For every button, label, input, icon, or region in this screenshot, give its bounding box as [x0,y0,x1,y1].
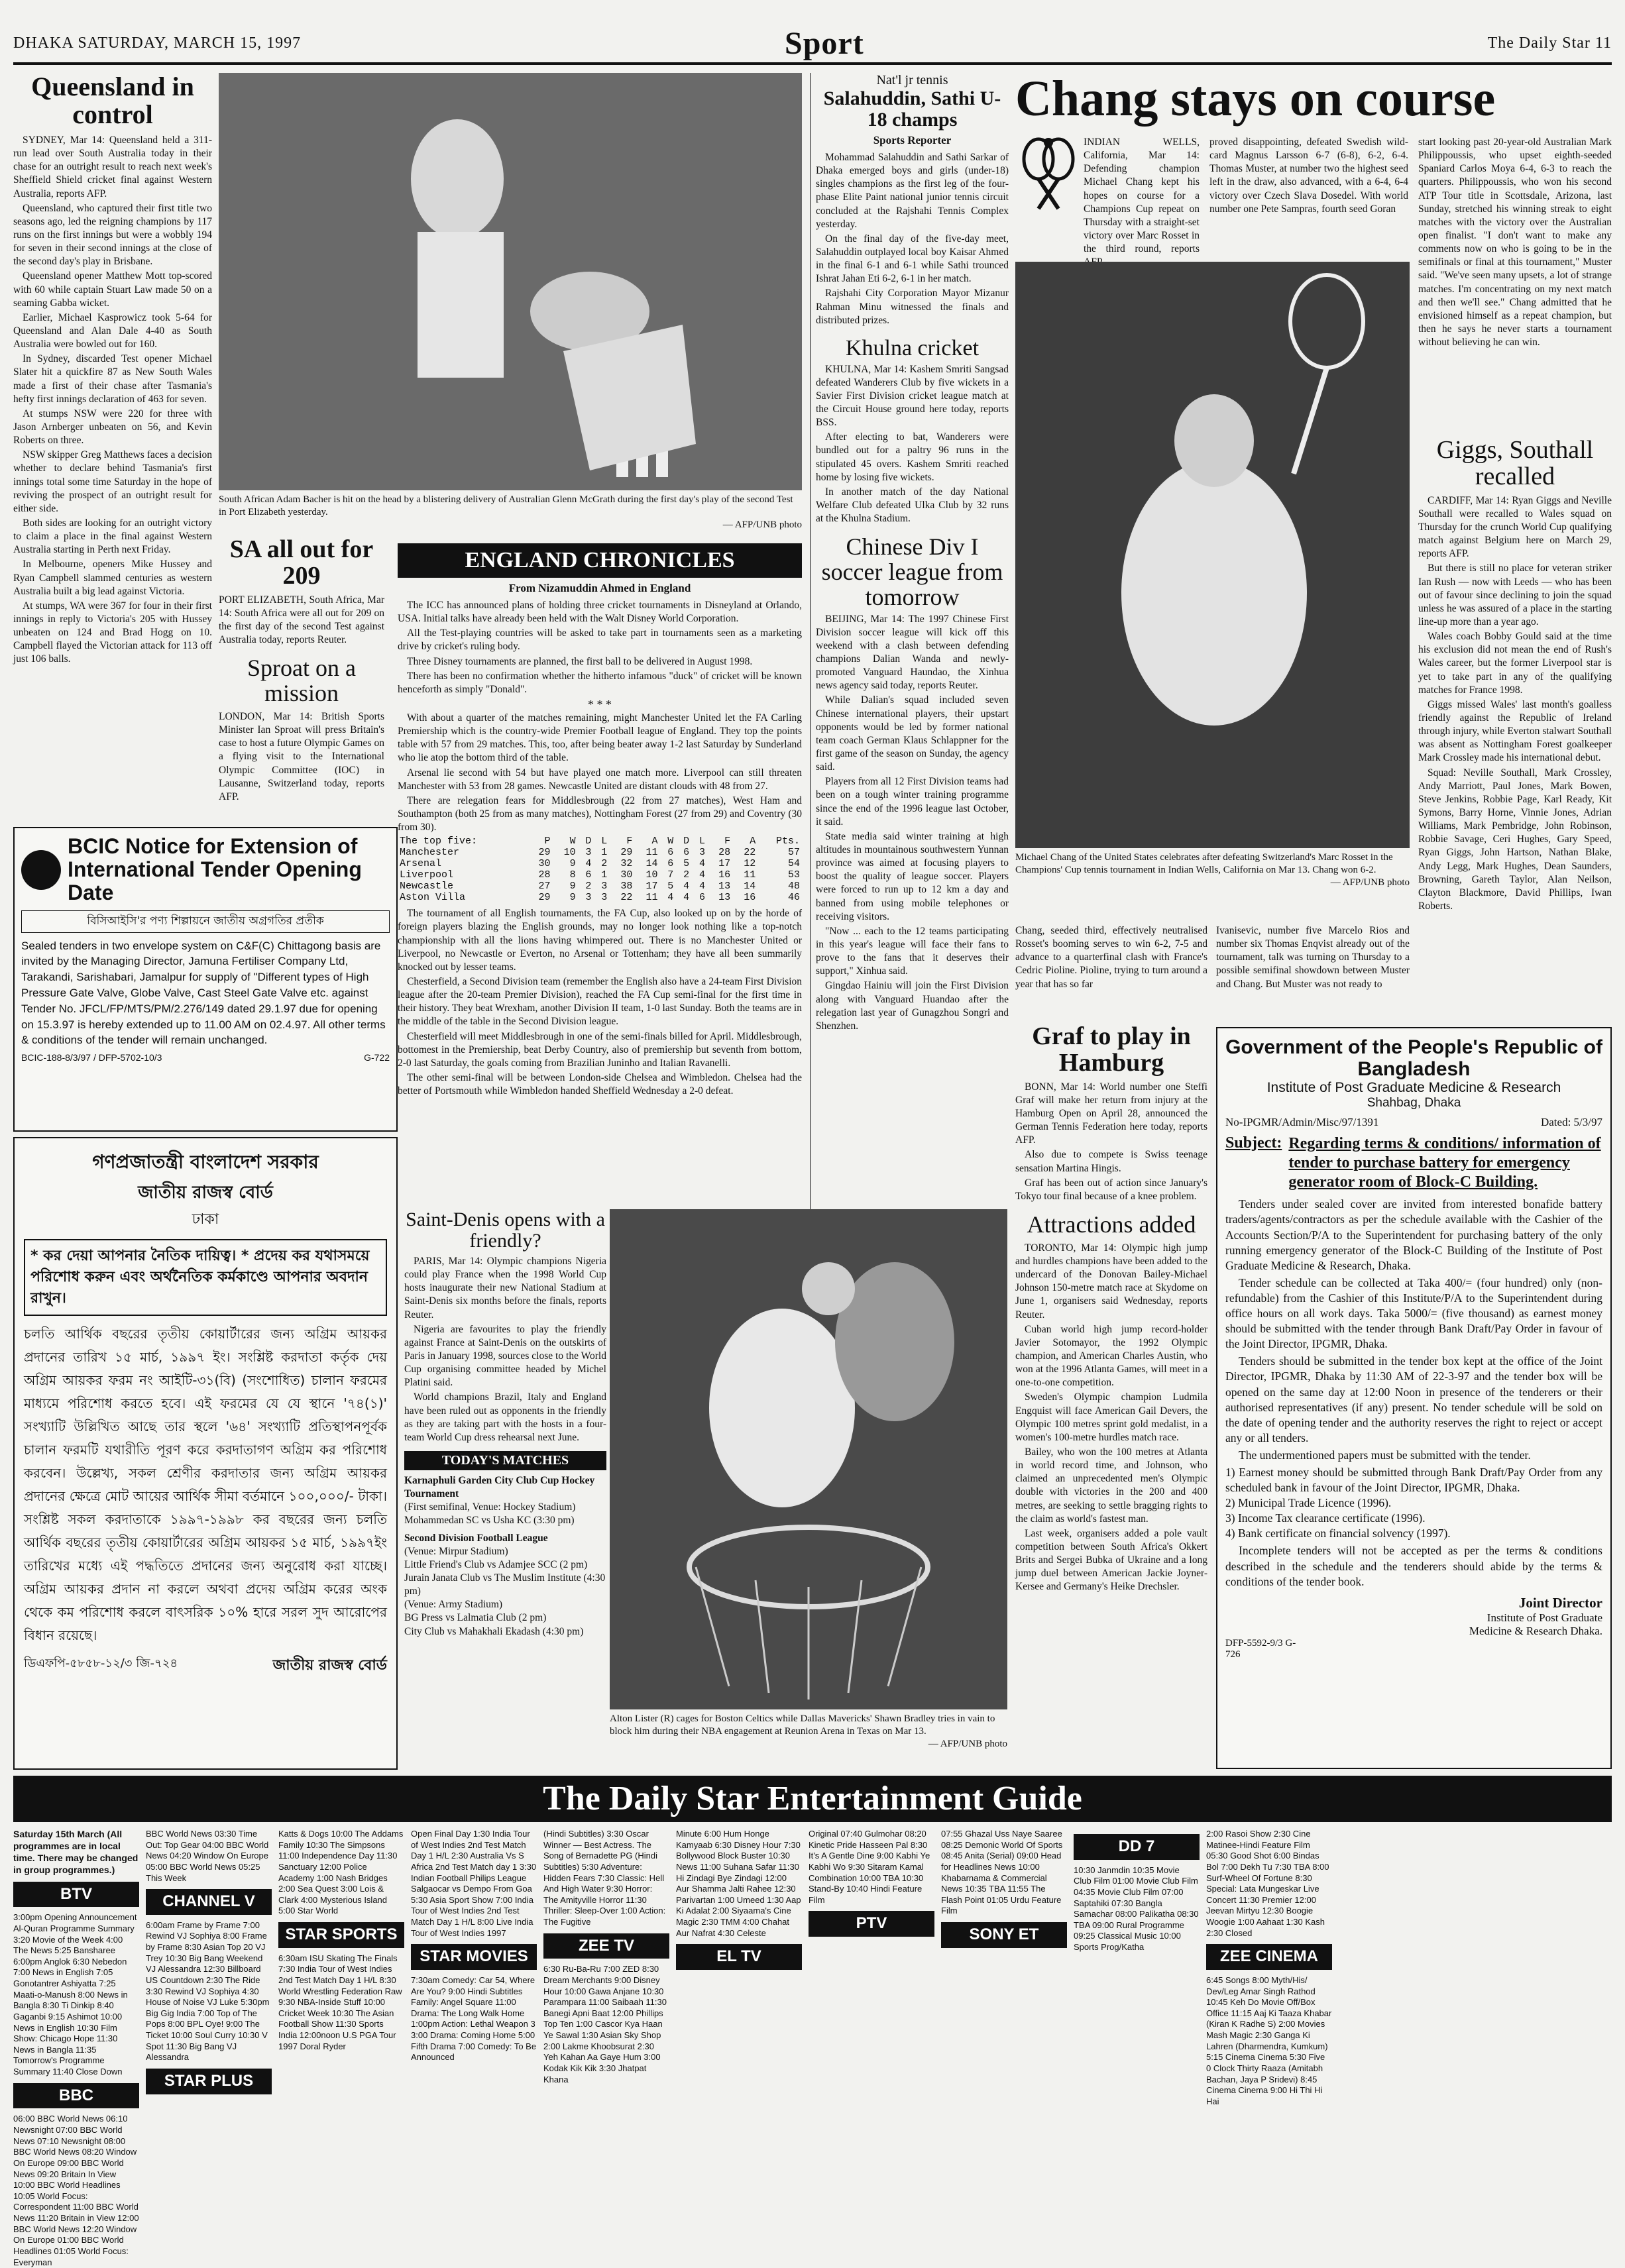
cricket-photo-credit: — AFP/UNB photo [722,519,802,530]
table-row: Newcastle 27 9 2 3 38 17 5 4 4 13 14 48 [400,881,800,892]
tv-guide-col-9: DD 7 10:30 Janmdin 10:35 Movie Club Film 01:00 Movie Club Film 04:35 Movie Club Film 07:00 Saptahiki 07:30 Bangla Samachar 08:00 Palikatha 08:30 TBA 09:00 Rural Programme 09:25 Classical Music 10:00 Sports Prog/Katha [1074,1829,1200,2210]
sa-all-out-headline: SA all out for 209 [229,535,374,590]
nat-jr-body: Mohammad Salahuddin and Sathi Sarkar of Dhaka emerged boys and girls (under-18) singles champions as the first leg of the four-phase Elite Paint national junior tennis circuit concluded at the Rajshahi Tennis Complex yesterday. On the final day of the five-day meet, Salahuddin outplayed local boy Kaisar Ahmed in the final 6-1 and 6-1 while Sathi trounced Ishrat Jahan Eti 6-2, 6-1 in her match. Rajshahi City Corporation Mayor Mizanur Rahman Minu witnessed the finals and distributed prizes. [816,152,1009,326]
ipgmr-signatory: Joint Director [1518,1594,1602,1611]
nbr-highlight-box: * কর দেয়া আপনার নৈতিক দায়িত্ব। * প্রদেয় কর যথাসময়ে পরিশোধ করুন এবং অর্থনৈতিক কর্মকাণ্ডে আপনার অবদান রাখুন। [24,1239,387,1316]
tv-guide-col-2: BBC World News 03:30 Time Out: Top Gear 04:00 BBC World News 04:20 Window On Europe 05:00 BBC World News 05:25 This Week CHANNEL V 6:00am Frame by Frame 7:00 Rewind VJ Sophiya 8:00 Frame by Frame 8:30 Asian Top 20 VJ Trey 10:30 Big Bang Weekend VJ Alessandra 12:30 Billboard US Countdown 2:30 The Ride 3:30 Rewind VJ Sophiya 4:30 House of Noise VJ Luke 5:30pm Big Gig India 7:00 Top of The Pops 8:00 BPL Oye! 9:00 The Ticket 10:00 Soul Curry 10:30 V Spot 11:30 Big Bang VJ Alessandra STAR PLUS [146,1829,272,2210]
tv-guide-grid [13,1829,1612,2267]
nat-jr-byline: Sports Reporter [873,134,952,146]
table-row: Manchester 29 10 3 1 29 11 6 6 3 28 22 57 [400,847,800,859]
ipgmr-signatory-org: Institute of Post Graduate Medicine & Research Dhaka. [1469,1611,1602,1637]
todays-matches-body: Karnaphuli Garden City Club Cup Hockey Tournament (First semifinal, Venue: Hockey Stadium) Mohammedan SC vs Usha KC (3:30 pm) Second Division Football League (Venue: Mirpur Stadium) Little Friend's Club vs Adamjee SCC (2 pm) Jurain Janata Club vs The Muslim Institute (4:30 pm) (Venue: Army Stadium) BG Press vs Lalmatia Club (2 pm) City Club vs Mahakhali Ekadash (4:30 pm) [404,1474,606,1637]
channel-btv: BTV [13,1882,139,1908]
tv-guide-col-7: Original 07:40 Gulmohar 08:20 Kinetic Pride Hasseen Pal 8:30 It's A Gentle Dine 9:00 Kabhi Ye Kabhi Wo 9:30 Sitaram Kamal Combination 10:00 TBA 10:30 Stand-By 10:40 Hindi Feature Film PTV [809,1829,934,2210]
tv-guide-col-5: (Hindi Subtitles) 3:30 Oscar Winner — Best Actress. The Song of Bernadette PG (Hindi Subtitles) 5:30 Adventure: Hidden Fears 7:30 Classic: Hell And High Water 9:30 Horror: The Amityville Horror 11:30 Thriller: Sleep-Over 1:00 Action: The Fugitive ZEE TV 6:30 Ru-Ba-Ru 7:00 ZED 8:30 Dream Merchants 9:00 Disney Hour 10:00 Gawa Anjane 10:30 Parampara 11:00 Saibaah 11:30 Banegi Apni Baat 12:00 Phillips Top Ten 1:00 Cascor Kya Haan Ye Sawal 1:30 Asian Sky Shop 2:00 Lakme Khoobsurat 2:30 Yeh Kahan Aa Gaye Hum 3:00 Kodak Kik Kik 3:30 Jhatpat Khana [543,1829,669,2210]
section-title: Sport [775,25,873,62]
tv-guide-intro: Saturday 15th March (All programmes are in local time. There may be changed in group programmes.) [13,1829,139,1875]
chang-body-2: proved disappointing, defeated Swedish wild-card Magnus Larsson 6-7 (6-8), 6-2, 6-4. Thomas Muster, at number two the highest seed left in the draw, also advanced, with a 6-4, 6-4 victory over Czech Slava Dosedel. With world number one Pete Sampras, fourth seed Goran [1209,136,1408,215]
cricket-photo-caption: South African Adam Bacher is hit on the head by a blistering delivery of Australian Glenn McGrath during the first day's play of the second Test in Port Elizabeth yesterday. — AFP/UNB photo [219,494,802,530]
england-body-2: With about a quarter of the matches remaining, might Manchester United let the FA Carling Premiership which is the country-wide Premier Football league of England. They top the points table with 57 from 29 matches. This, too, after being beater away 1-2 last Saturday by Sunderland who lie atop the bottom third of the table. Arsenal lie second with 54 but have played one match more. Liverpool can still threaten Manchester with 53 from 28 games. Newcastle United are distant clouds with 48 from 27. There are relegation fears for Middlesbrough (22 from 27 matches), West Ham and Southampton (both 25 from as many matches), Nottingham Forest (27 from 29) and Coventry (30 from 30). [398,712,802,834]
chang-photo-credit: — AFP/UNB photo [1330,877,1410,888]
channel-zee-tv: ZEE TV [543,1933,669,1959]
tv-guide-col-10: 2:00 Rasoi Show 2:30 Cine Matinee-Hindi Feature Film 05:30 Good Shot 6:00 Bindas Bol 7:00 Dekh Tu 7:30 TBA 8:00 Surf-Wheel Of Fortune 8:30 Special: Lata Mungeskar Live Concert 11:30 Premier 12:00 Jeevan Mirtyu 12:30 Boogie Woogie 1:00 Aahaat 1:30 Kash 2:30 Closed ZEE CINEMA 6:45 Songs 8:00 Myth/His/ Dev/Leg Amar Singh Rathod 10:45 Keh Do Movie Off/Box Office 11:15 Aaj Ki Taaza Khabar (Kiran K Radhe S) 2:00 Movies Mash Magic 2:30 Ganga Ki Lahren (Dharmendra, Kumkum) 5:15 Cinema Cinema 5:30 Five 0 Clock Thirty Raaza (Amitabh Bachan, Jaya P Sridevi) 8:45 Cinema Cinema 9:00 Hi Thi Hi Hai [1206,1829,1332,2106]
basketball-credit: — AFP/UNB photo [928,1738,1007,1749]
nbr-footer-sign: জাতীয় রাজস্ব বোর্ড [272,1656,387,1674]
channel-zee-cinema: ZEE CINEMA [1206,1944,1332,1970]
channel-channel-v: CHANNEL V [146,1889,272,1915]
queensland-headline: Queensland in control [31,72,194,129]
queensland-article [13,73,212,822]
tv-guide-col-1: Saturday 15th March (All programmes are in local time. There may be changed in group programmes.) BTV 3:00pm Opening Announcement Al-Quran Programme Summary 3:20 Movie of the Week 4:00 The News 5:25 Bansharee 6:00pm Anglok 6:30 Nebedon 7:00 News in English 7:05 Gonotantrer Ashiyatta 7:25 Maati-o-Manush 8:00 News in Bangla 8:30 Ti Dinkip 8:40 Gaganbi 9:15 Ashimot 10:00 News in English 10:30 Film Show: Chicago Hope 11:30 News in Bangla 11:35 Tomorrow's Programme Summary 11:40 Close Down BBC 06:00 BBC World News 06:10 Newsnight 07:00 BBC World News 07:10 Newsnight 08:00 BBC World News 08:20 Window On Europe 09:00 BBC World News 09:20 Britain In View 10:00 BBC World Headlines 10:05 World Focus: Correspondent 11:00 BBC World News 11:20 Britain in View 12:00 BBC World News 12:20 Window On Europe 01:00 BBC World Headlines 01:05 World Focus: Everyman [13,1829,139,2267]
chang-body-4: Chang, seeded third, effectively neutralised Rosset's booming serves to win 6-2, 7-5 and advance to a quarterfinal clash with France's Cedric Pioline. Pioline, trying to turn around a year that has so far [1015,925,1207,990]
nbr-title-board: জাতীয় রাজস্ব বোর্ড [138,1183,273,1203]
bcic-body: Sealed tenders in two envelope system on C&F(C) Chittagong basis are invited by the Managing Director, Jamuna Fertiliser Company Ltd, Tarakandi, Sarishabari, Jamalpur for supply of "Different types of High Pressure Gate Valve, Globe Valve, Cast Steel Gate Valve etc. against Tender No. JFCL/FP/MTS/PM/2.276/149 dated 29.1.97 due for opening on 15.3.97 is hereby extended up to 11.00 AM on 02.4.97. All other terms & conditions of the tender will remain unchanged. [21,939,386,1047]
chang-headline-wrap [1015,73,1612,126]
attractions-body: TORONTO, Mar 14: Olympic high jump and hurdles champions have been added to the undercard of the Donovan Bailey-Michael Johnson 150-metre match race at Skydome on June 1, organisers said Wednesday, reports Reuter. Cuban world high jump record-holder Javier Sotomayor, the 1992 Olympic champion, and American Charles Austin, who won at the 1996 Atlanta Games, will meet in a one-to-one competition. Sweden's Olympic champion Ludmila Engquist will face American Gail Devers, the Olympic 100 metres sprint gold medalist, in a women's 100-metre hurdles match race. Bailey, who won the 100 metres at Atlanta in world record time, and Johnson, who claimed an unprecedented men's Olympic double with victories in the 200 and 400 metres, are seeking to settle bragging rights to the claim as world's fastest man. Last week, organisers added a pole vault competition between South Africa's Okkert Brits and Sergei Bubka of Ukraine and a long jump duel between American Jackie Joyner-Kersee and Germany's Heike Drechsler. [1015,1242,1207,1593]
ipgmr-subject: Regarding terms & conditions/ information of tender to purchase battery for emergency generator room of Block-C Building. [1288,1135,1601,1191]
ipgmr-address: Shahbag, Dhaka [1367,1096,1461,1110]
chang-body-3: start looking past 20-year-old Australian Mark Philippoussis, who upset eighth-seeded Spaniard Carlos Moya 6-4, 6-3 to reach the quarters. Philippoussis, who won his second ATP Tour title in Scottsdale, Arizona, last Sunday, stretched his winning streak to eight matches with the victory over the Australian open finalist. "I don't want to make any comments now on who is going to be in the semifinals or final at this tournament," Muster said. "We've seen many upsets, a lot of strange matches. I'm concentrating on my next match and then we'll see." Chang admitted that he envisioned himself as a repeat champion, but then he says he never starts a tournament without believing he can win. [1418,136,1612,349]
ipgmr-ref-no: No-IPGMR/Admin/Misc/97/1391 [1225,1116,1379,1128]
sproat-body: LONDON, Mar 14: British Sports Minister Ian Sproat will press Britain's case to host a future Olympic Games on a flying visit to the International Olympic Committee (IOC) in Lausanne, Switzerland today, reports AFP. [219,710,384,802]
ipgmr-govt-title: Government of the People's Republic of Bangladesh [1225,1036,1602,1080]
table-row: Liverpool 28 8 6 1 30 10 7 2 4 16 11 53 [400,869,800,881]
chinese-league-body: BEIJING, Mar 14: The 1997 Chinese First Division soccer league will kick off this weekend with a clash between defending champions Dalian Wanda and newly-promoted Vanguard Haundao, the Xinhua news agency said today, reports Reuter. While Dalian's squad included seven Chinese international players, their upstart opponents would be led by former national team coach German Klaus Schlappner for the first game of the season on Sunday, the agency said. Players from all 12 First Division teams had been on a tough winter training programme since the end of the 1996 league last October, it said. State media said winter training at high altitudes in mountainous southwestern Yunnan province was aimed at focusing players to boost the quality of league soccer. Players were forced to run up to 12 km a day and banned from using mobile telephones or receiving visitors. "Now ... each to the 12 teams participating in this year's league will face their fans to prove to the fans that it deserves their support," Xinhua said. Gingdao Hainiu will join the First Division along with Vanguard Huandao after the relegation last year of Gunagzhou Songri and Shenzhen. [816,613,1009,1032]
giggs-article [1418,437,1612,1020]
graf-attractions-column [1015,1024,1207,1769]
khulna-headline: Khulna cricket [845,335,980,360]
ipgmr-date: Dated: 5/3/97 [1540,1116,1602,1128]
cricket-photo-image [219,73,802,490]
ipgmr-footer: DFP-5592-9/3 G-726 [1225,1637,1296,1660]
bcic-title: BCIC Notice for Extension of International Tender Opening Date [68,834,362,905]
nat-jr-kicker: Nat'l jr tennis [876,73,948,87]
channel-star-plus: STAR PLUS [146,2069,272,2094]
cricket-photo [219,73,802,490]
sa-sproat-column [219,537,384,815]
england-chronicles-title: ENGLAND CHRONICLES [398,543,802,578]
premiership-table [398,836,802,903]
nbr-tax-notice [13,1137,398,1770]
masthead-paper-name: The Daily Star 11 [1487,34,1612,52]
giggs-body: CARDIFF, Mar 14: Ryan Giggs and Neville Southall were recalled to Wales squad on Thursday for the crunch World Cup qualifying match against Belgium here on March 29, reports AFP. But there is still no place for veteran striker Ian Rush — now with Leeds — who has been out of favour since declining to join the squad unless he was assured of a place in the starting line-up more than a year ago. Wales coach Bobby Gould said at the time his exclusion did not mean the end of Rush's Wales career, but the former Liverpool star is yet to take part in any of the qualifying matches for France 1998. Giggs missed Wales' last month's goalless friendly against the Republic of Ireland through injury, while Everton stalwart Southall was absent as Nottingham Forest goalkeeper Mark Crossley made his international debut. Squad: Neville Southall, Mark Crossley, Andy Marriott, Paul Jones, Mark Bowen, Steve Jenkins, Robbie Page, Karl Ready, Kit Symons, Barry Horne, Vinnie Jones, Adrian Williams, Mark Pembridge, John Robinson, Robbie Savage, Ceri Hughes, Gary Speed, Ryan Giggs, John Hartson, Nathan Blake, Andy Legg, Mark Hughes, Dean Saunders, Browning, Gareth Taylor, Alan Neilson, Clayton Blackmore, David Phillips, Iwan Roberts. [1418,494,1612,912]
tv-guide-col-8: 07:55 Ghazal Uss Naye Saaree 08:25 Demonic World Of Sports 08:45 Anita (Serial) 09:00 Head for Headlines News 10:00 Khabarnama & Commercial News 10:35 TBA 11:55 The Flash Point 01:05 Urdu Feature Film SONY ET [941,1829,1067,2210]
nbr-title-city: ঢাকা [192,1211,219,1228]
channel-star-sports: STAR SPORTS [278,1922,404,1948]
channel-star-movies: STAR MOVIES [411,1944,537,1970]
table-header-row: The top five: P W D L F A W D L F A Pts. [400,836,800,847]
bcic-footer-ref: BCIC-188-8/3/97 / DFP-5702-10/3 [21,1052,162,1063]
ipgmr-institute: Institute of Post Graduate Medicine & Research [1266,1080,1561,1095]
bcic-footer-code: G-722 [364,1052,390,1063]
tennis-rackets-icon [1015,136,1082,215]
chang-body-1: INDIAN WELLS, California, Mar 14: Defending champion Michael Chang kept his hopes on course for a Champions Cup repeat on Thursday with a straight-set victory over Marc Rosset in the third round, reports [1084,136,1200,255]
england-byline: From Nizamuddin Ahmed in England [508,582,691,594]
graf-body: BONN, Mar 14: World number one Steffi Graf will make her return from injury at the Hamburg Open on April 28, announced the German Tennis Federation here today, reports AFP. Also due to compete is Swiss teenage sensation Martina Hingis. Graf has been out of action since January's Tokyo tour final because of a knee problem. [1015,1081,1207,1202]
todays-matches-title: TODAY'S MATCHES [404,1451,606,1470]
england-body-3: The tournament of all English tournaments, the FA Cup, also looked up on by the horde of foreign players blazing the English grounds, may no longer look nothing like a top-notch championship with all the lions having whimpered out. There is no Manchester United or Liverpool, no Newcastle or Everton, no Arsenal or Tottenham; they have all been summarily knocked out by lesser teams. Chesterfield, a Second Division team (remember the English also have a 24-team First Division league after the 20-team Premier Division), reached the FA Cup semi-final for the first time in their history. They beat Wrexham, another Division II team, 1-0 last Sunday. Both the teams are in the middle of the table in the Second Division league. Chesterfield will meet Middlesbrough in one of the semi-finals billed for April. Middlesbrough, bottomest in the Premiership, beat Derby Country, also of premiership but seventh from bottom, 2-0 last Saturday, the goals coming from Brazilian Juninho and Italian Ravanelli. The other semi-final will be between London-side Chelsea and Wimbledon. Chelsea had the better of Portsmouth while Wimbledon handed Sheffield Wednesday a 2-0 defeat. [398,908,802,1097]
channel-el-tv: EL TV [676,1944,802,1970]
sa-all-out-body: PORT ELIZABETH, South Africa, Mar 14: South Africa were all out for 209 on the first day of the second Test against Australia today, reports Reuter. [219,594,384,646]
bcic-logo-icon [21,850,61,890]
entertainment-guide-banner [13,1776,1612,1822]
saint-denis-headline: Saint-Denis opens with a friendly? [406,1209,605,1252]
channel-sony-et: SONY ET [941,1922,1067,1948]
basketball-photo-image [610,1209,1007,1709]
ipgmr-subject-label: Subject: [1225,1134,1282,1152]
tv-guide-col-3: Katts & Dogs 10:00 The Addams Family 10:30 The Simpsons 11:00 Independence Day 11:30 Sanctuary 12:00 Police Academy 1:00 Nash Bridges 2:00 Sea Quest 3:00 Lois & Clark 4:00 Mysterious Island 5:00 Star World STAR SPORTS 6:30am ISU Skating The Finals 7:30 India Tour of West Indies 2nd Test Match Day 1 H/L 8:30 World Wrestling Federation Raw 9:30 NBA-Inside Stuff 10:00 Cricket Week 10:30 The Asian Football Show 11:30 Sports India 12:00noon U.S PGA Tour 1997 Doral Ryder [278,1829,404,2051]
masthead [13,25,1612,65]
chinese-league-headline: Chinese Div I soccer league from tomorrow [821,533,1003,610]
attractions-headline: Attractions added [1027,1211,1196,1238]
nbr-footer-ref: ডিএফপি-৫৮৫৮-১২/৩ জি-৭২৪ [24,1656,178,1670]
table-row: Aston Villa 29 9 3 3 22 11 4 4 6 13 16 46 [400,892,800,904]
channel-dd7: DD 7 [1074,1834,1200,1860]
bcic-bengali-tagline: বিসিআইসি'র পণ্য শিল্পায়নে জাতীয় অগ্রগতির প্রতীক [21,910,390,933]
basketball-photo [610,1209,1007,1709]
chang-headline: Chang stays on course [1015,71,1496,127]
table-row: Arsenal 30 9 4 2 32 14 6 5 4 17 12 54 [400,858,800,870]
entertainment-guide-title: The Daily Star Entertainment Guide [543,1780,1082,1817]
graf-headline: Graf to play in Hamburg [1032,1022,1191,1077]
khulna-body: KHULNA, Mar 14: Kashem Smriti Sangsad defeated Wanderers Club by five wickets in a Savier First Division cricket league match at the Circuit House ground here today, reports BSS. After electing to bat, Wanderers were bundled out for a paltry 96 runs in the stipulated 45 overs. Kashem Smriti reached home by losing five wickets. In another match of the day National Welfare Club defeated Ulka Club by 32 runs at the Khulna Stadium. [816,363,1009,525]
england-body-1: The ICC has announced plans of holding three cricket tournaments in Disneyland at Orlando, USA. Initial talks have already been held with the Walt Disney World Corporation. All the Test-playing countries will be asked to take part in tournaments seen as a marketing drive by cricket's ruling body. Three Disney tournaments are planned, the first ball to be delivered in August 1998. There has been no confirmation whether the hitherto infamous "duck" of cricket will be known henceforth as simply "Donald". [398,600,802,695]
chang-body-5: Ivanisevic, number five Marcelo Rios and number six Thomas Enqvist already out of the tournament, talk was turning on Thursday to a possible semifinal showdown between Muster and Chang. But Muster was not ready to [1216,925,1410,990]
channel-bbc: BBC [13,2083,139,2109]
england-chronicles: ENGLAND CHRONICLES From Nizamuddin Ahmed in England The ICC has announced plans of holding three cricket tournaments in Disneyland at Orlando, USA. Initial talks have already been held with the Walt Disney World Corporation. All the Test-playing countries will be asked to take part in tournaments seen as a marketing drive by cricket's ruling body. Three Disney tournaments are planned, the first ball to be delivered in August 1998. There has been no confirmation whether the hitherto infamous "duck" of cricket will be known henceforth as simply "Donald". * * * With about a quarter of the matches remaining, might Manchester United let the FA Carling Premiership which is the country-wide Premier Football league of England. They top the points table with 57 from 29 matches. This, too, after being beater away 1-2 last Saturday by Sunderland who lie atop the bottom third of the table. Arsenal lie second with 54 but have played one match more. Liverpool can still threaten Manchester with 53 from 28 games. Newcastle United are distant clouds with 48 from 27. There are relegation fears for Middlesbrough (22 from 27 matches), West Ham and Southampton (both 25 from as many matches), Nottingham Forest (27 from 29) and Coventry (30 from 30). The top five: P W D L F A W D L F A Pts. Manchester 29 10 3 1 29 11 6 6 3 28 22 57 Arsenal 30 9 4 2 32 14 6 5 4 17 12 54 Liverpool 28 8 6 1 30 10 7 2 4 16 11 53 Newcastle 27 9 2 3 38 17 5 4 4 13 14 48 Aston Villa 29 9 3 3 22 11 4 4 6 13 16 46 The tournament of all English tournaments, the FA Cup, also looked up on by the horde of foreign players blazing the English grounds, may no longer look nothing like a top-notch championship with all the lions having whimpered out. There is no Manchester United or Liverpool, no Newcastle or Everton, no Arsenal or Tottenham; they have all been summarily knocked out by lesser teams. Chesterfield, a Second Division team (remember the English also have a 24-team First Division league after the 20-team Premier Division), reached the FA Cup semi-final for the first time in their history. They beat Wrexham, another Division II team, 1-0 last Sunday. Both the teams are in the middle of the table in the Second Division league. Chesterfield will meet Middlesbrough in one of the semi-finals billed for April. Middlesbrough, bottomest in the Premiership, beat Derby Country, also of premiership but seventh from bottom, 2-0 last Saturday, the goals coming from Brazilian Juninho and Italian Ravanelli. The other semi-final will be between London-side Chelsea and Wimbledon. Chelsea had the better of Portsmouth while Wimbledon handed Sheffield Wednesday a 2-0 defeat. [398,543,802,1206]
sproat-headline: Sproat on a mission [247,655,356,707]
saint-denis-body: PARIS, Mar 14: Olympic champions Nigeria could play France when the 1998 World Cup hosts inaugurate their new National Stadium at Saint-Denis six months before the finals, reports Reuter. Nigeria are favourites to play the friendly against France at Saint-Denis on the outskirts of Paris in January 1998, sources close to the World Cup organising committee headed by Michel Platini said. World champions Brazil, Italy and England have been ruled out as opponents in the friendly as they are taking part with the hosts in a four-team World Cup dress rehearsal next June. [404,1256,606,1443]
chang-photo-image [1015,262,1410,848]
masthead-date: DHAKA SATURDAY, MARCH 15, 1997 [13,34,302,52]
tv-guide-col-6: Minute 6:00 Hum Honge Kamyaab 6:30 Disney Hour 7:30 Bollywood Block Buster 10:30 News 11:00 Suhana Safar 11:30 Hi Zindagi Bye Zindagi 12:00 Aur Shamma Jalti Rahee 12:30 Parivartan 1:00 Umeed 1:30 Aap Ki Adalat 2:00 Siyaama's Cine Magic 2:30 TMM 4:00 Chahat Aur Nafrat 4:30 Celeste EL TV [676,1829,802,2210]
tennis-icon [1015,136,1082,215]
ipgmr-tender-notice [1216,1027,1612,1769]
channel-ptv: PTV [809,1911,934,1937]
bcic-tender-notice [13,827,398,1132]
saint-denis-column [404,1209,606,1769]
nat-jr-headline: Salahuddin, Sathi U-18 champs [823,87,1001,131]
nbr-title-govt: গণপ্রজাতন্ত্রী বাংলাদেশ সরকার [92,1151,319,1173]
ipgmr-body: Tenders under sealed cover are invited from interested bonafide battery traders/agents/contractors as per the schedule available with the Cashier of the Accounts Section/P/A to the Superintendent for purchasing battery of the only running emergency generator of the Block-C Building of the Institute of Post Graduate Medicine & Research, Dhaka. Tender schedule can be collected at Taka 400/= (four hundred) only (non-refundable) from the Cashier of this Institute/P/A to the Superintendent during office hours on all work days. Taka 5000/= (five thousand) as earnest money should be submitted with the tender through Bank Draft/Pay Order in favour of the Joint Director, IPGMR, Dhaka. Tenders should be submitted in the tender box kept at the office of the Joint Director, IPGMR, Dhaka by 11:30 AM of 22-3-97 and the tender box will be opened on the same day at 12:00 Noon in presence of the tenderers or their authorised representatives (if any) present. No tender schedule will be sold on the date of opening tender and the authority reserves the right to reject or accept any or all tenders. The undermentioned papers must be submitted with the tender. 1) Earnest money should be submitted through Bank Draft/Pay Order from any scheduled bank in favour of the Joint Director, IPGMR, Dhaka. 2) Municipal Trade Licence (1996). 3) Income Tax clearance certificate (1996). 4) Bank certificate on financial solvency (1997). Incomplete tenders will not be accepted as per the terms & conditions described in the schedule and the tenderers should abide by the terms & conditions of the tender book. [1225,1197,1602,1588]
queensland-body: SYDNEY, Mar 14: Queensland held a 311-run lead over South Australia today in their chase for an outright result to reach next week's Sheffield Shield cricket final against Western Australia, reports AFP. Queensland, who captured their first title two seasons ago, led the reigning champions by 117 runs on the first innings but were a wobbly 194 for seven in their second innings at the close of the second day's play in Brisbane. Queensland opener Matthew Mott top-scored with 60 while captain Stuart Law made 50 on a seaming Gabba wicket. Earlier, Michael Kasprowicz took 5-64 for Queensland and Alan Dale 4-40 as South Australia were bowled out for 160. In Sydney, discarded Test opener Michael Slater hit a quickfire 87 as New South Wales made a first of their chase after Tasmania's hefty first innings declaration of 463 for seven. At stumps NSW were 220 for three with Jason Arnberger unbeaten on 56, and Kevin Roberts on three. NSW skipper Greg Matthews faces a decision whether to declare behind Tasmania's first innings total some time Saturday in the hope of reviving the prospect of an outright result for either side. Both sides are looking for an outright victory to claim a place in the final against Western Australia starting in Perth next Friday. In Melbourne, openers Mike Hussey and Ryan Campbell slammed centuries as western Australia built a big lead against Victoria. At stumps, WA were 367 for four in their first innings in reply to Victoria's 205 with Hussey unbeaten on 124 and Brad Hogg on 10. Campbell flayed the Victorian attack for 113 off just 106 balls. [13,135,212,665]
chang-photo-caption: Michael Chang of the United States celebrates after defeating Switzerland's Marc Rosset in the Champions' Cup tennis tournament in Indian Wells, California on Mar 13. Chang won 6-2. — AFP/UNB photo [1015,852,1410,888]
giggs-headline: Giggs, Southall recalled [1436,436,1594,490]
chang-photo [1015,262,1410,848]
nbr-body: চলতি আর্থিক বছরের তৃতীয় কোয়ার্টারের জন্য অগ্রিম আয়কর প্রদানের তারিখ ১৫ মার্চ, ১৯৯৭ ইং। সংশ্লিষ্ট করদাতা কর্তৃক দেয় অগ্রিম আয়কর ফরম নং আইটি-৩১(বি) (সংশোধিত) চালান ফরমের মাধ্যমে পরিশোধ করতে হবে। এই ফরমের যে যে স্থানে '৭৪(১)' সংখ্যাটি উল্লিখিত আছে তার স্থলে '৬৪' সংখ্যাটি প্রতিস্থাপনপূর্বক চালান ফরমটি যথারীতি পূরণ করে করদাতাগণ অগ্রিম কর পরিশোধ করবেন। উল্লেখ্য, সকল শ্রেণীর করদাতার জন্য অগ্রিম আয়কর প্রদানের ক্ষেত্রে মোট আয়ের আর্থিক সীমা বর্তমানে ১০০,০০০/- টাকা। সংশ্লিষ্ট সকল করদাতাকে ১৯৯৭-১৯৯৮ কর বছরের জন্য চলতি আর্থিক বছরের তৃতীয় কোয়ার্টারের অগ্রিম আয়কর ১৫ মার্চ, ১৯৯৭ইং তারিখের মধ্যে এই পদ্ধতিতে প্রদানের জন্য অনুরোধ করা যাচ্ছে। অগ্রিম আয়কর প্রদান না করলে অথবা প্রদেয় অগ্রিম করের অংক থেকে কম পরিশোধ করলে বাৎসরিক ১০% হারে সরল সুদ আরোপের বিধান রয়েছে। [24,1325,387,1643]
basketball-caption: Alton Lister (R) cages for Boston Celtics while Dallas Mavericks' Shawn Bradley tries in vain to block him during their NBA engagement at Reunion Arena in Texas on Mar 13. — AFP/UNB photo [610,1713,1007,1749]
tv-guide-col-4: Open Final Day 1:30 India Tour of West Indies 2nd Test Match Day 1 H/L 2:30 Australia Vs S Africa 2nd Test Match day 1 3:30 Indian Football Philips League Salgaocar vs Dempo From Goa 5:30 Asia Sport Show 7:00 India Tour of West Indies 2nd Test Match Day 1 H/L 8:00 Live India Tour of West Indies 1997 STAR MOVIES 7:30am Comedy: Car 54, Where Are You? 9:00 Hindi Subtitles Family: Angel Square 11:00 Drama: The Long Walk Home 1:00pm Action: Lethal Weapon 3 3:00 Drama: Coming Home 5:00 Fifth Drama 7:00 Comedy: To Be Announced [411,1829,537,2063]
